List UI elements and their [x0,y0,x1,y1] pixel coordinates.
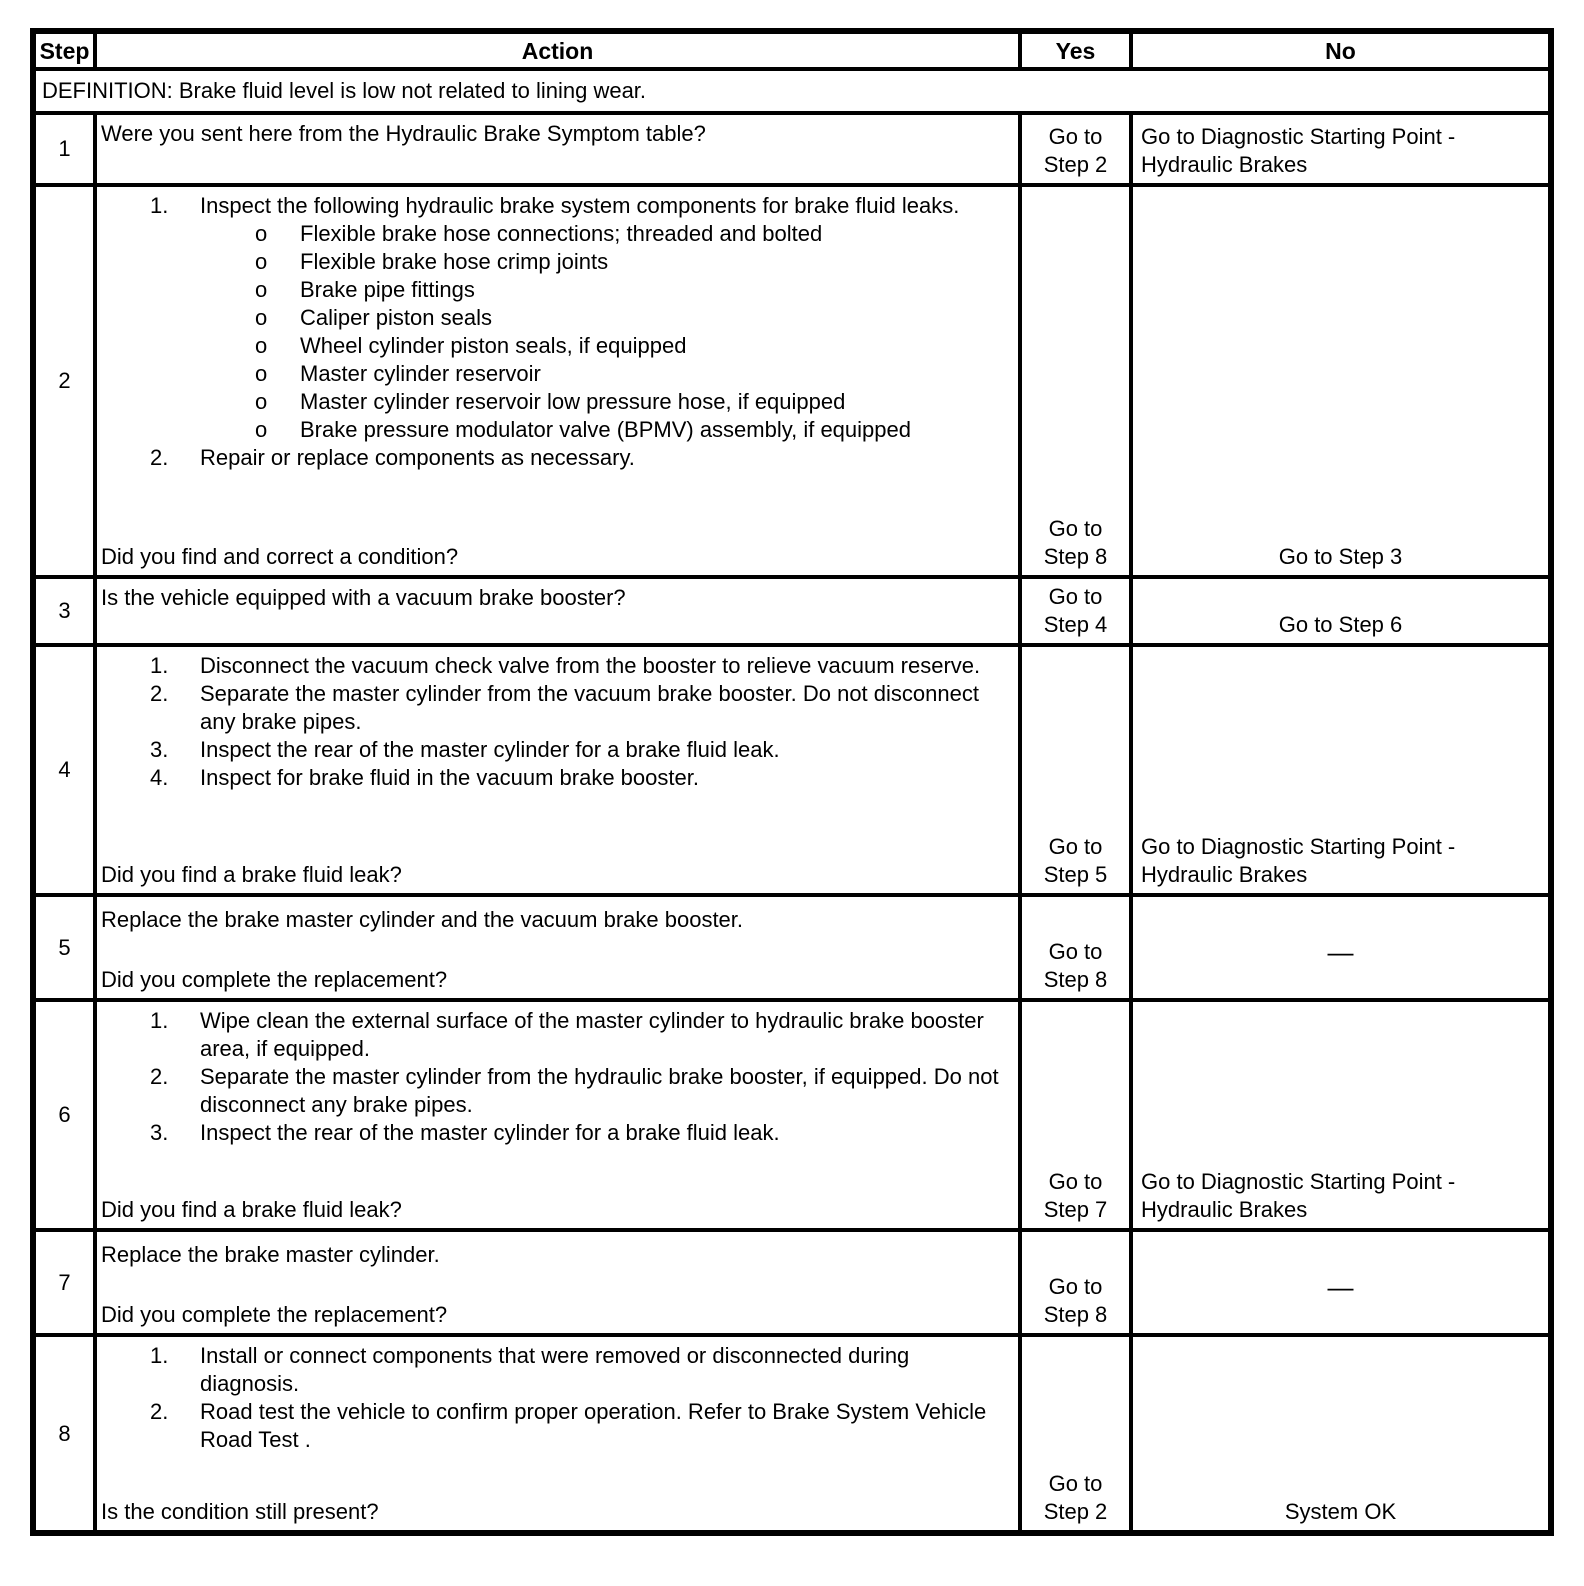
header-action: Action [95,31,1020,69]
action-cell [95,577,1020,645]
item-number: 1. [150,653,169,678]
diagnostic-table [30,28,1554,1536]
action-statement: Replace the brake master cylinder. [101,1242,440,1267]
bullet-text: Brake pressure modulator valve (BPMV) assembly, if equipped [300,417,911,442]
yes-cell [1020,1000,1131,1230]
numbered-item [101,1007,1010,1063]
step-cell: 6 [33,1000,95,1230]
yes-line: Go to [1048,1274,1103,1299]
no-dash: — [1327,1272,1354,1302]
no-cell [1131,113,1551,185]
bullet-marker: o [255,249,268,274]
yes-line: Go to [1048,124,1103,149]
bullet-marker: o [255,361,268,386]
no-dash: — [1327,937,1354,967]
no-text: Go to Step 6 [1278,612,1403,637]
action-cell [95,113,1020,185]
bullet-marker: o [255,389,268,414]
yes-line: Step 8 [1043,1302,1108,1327]
item-number: 3. [150,1120,169,1145]
bullet-text: Brake pipe fittings [300,277,475,302]
bullet-text: Wheel cylinder piston seals, if equipped [300,333,687,358]
numbered-item [101,1119,1010,1147]
item-text: Disconnect the vacuum check valve from the booster to relieve vacuum reserve. [200,653,981,678]
header-step: Step [33,31,95,69]
bullet-item [101,304,1010,332]
table-row [33,895,1551,1000]
action-question: Did you find a brake fluid leak? [101,862,402,887]
bullet-marker: o [255,417,268,442]
step-cell: 3 [33,577,95,645]
no-cell [1131,1000,1551,1230]
yes-line: Step 5 [1043,862,1108,887]
item-text: Wipe clean the external surface of the master cylinder to hydraulic brake booster area, if equipped. [200,1008,984,1061]
header-no: No [1131,31,1551,69]
step-cell: 7 [33,1230,95,1335]
bullet-item [101,248,1010,276]
yes-line: Step 8 [1043,544,1108,569]
item-number: 3. [150,737,169,762]
bullet-item [101,276,1010,304]
yes-line: Go to [1048,1169,1103,1194]
no-text: System OK [1284,1499,1397,1524]
action-question: Did you find a brake fluid leak? [101,1197,402,1222]
action-question: Were you sent here from the Hydraulic Brake Symptom table? [101,121,706,146]
step-cell: 4 [33,645,95,895]
yes-line: Go to [1048,939,1103,964]
no-cell [1131,577,1551,645]
yes-line: Step 2 [1043,152,1108,177]
item-number: 2. [150,445,169,470]
bullet-marker: o [255,277,268,302]
bullet-text: Master cylinder reservoir low pressure hose, if equipped [300,389,846,414]
action-cell [95,1335,1020,1533]
table-row [33,1000,1551,1230]
item-text: Separate the master cylinder from the vacuum brake booster. Do not disconnect any brake pipes. [200,681,979,734]
step-cell: 5 [33,895,95,1000]
action-question: Is the vehicle equipped with a vacuum brake booster? [101,585,626,610]
step-cell: 2 [33,185,95,577]
step-cell: 1 [33,113,95,185]
yes-line: Step 2 [1043,1499,1108,1524]
header-yes: Yes [1020,31,1131,69]
item-text: Inspect the following hydraulic brake system components for brake fluid leaks. [200,193,960,218]
table-row [33,577,1551,645]
definition-text: DEFINITION: Brake fluid level is low not related to lining wear. [33,69,1551,113]
definition-row [33,69,1551,113]
bullet-text: Flexible brake hose connections; threaded and bolted [300,221,823,246]
no-cell [1131,895,1551,1000]
bullet-item [101,220,1010,248]
no-text: Go to Diagnostic Starting Point - Hydraulic Brakes [1141,124,1456,177]
action-statement: Replace the brake master cylinder and the vacuum brake booster. [101,907,744,932]
action-question: Did you complete the replacement? [101,967,448,992]
no-cell [1131,645,1551,895]
numbered-item [101,444,1010,472]
item-text: Separate the master cylinder from the hydraulic brake booster, if equipped. Do not disconnect any brake pipes. [200,1064,999,1117]
item-text: Inspect the rear of the master cylinder for a brake fluid leak. [200,1120,780,1145]
no-text: Go to Diagnostic Starting Point - Hydraulic Brakes [1141,1169,1456,1222]
yes-line: Step 7 [1043,1197,1108,1222]
action-cell [95,1230,1020,1335]
numbered-item [101,192,1010,220]
item-text: Install or connect components that were removed or disconnected during diagnosis. [200,1343,910,1396]
yes-line: Step 8 [1043,967,1108,992]
no-text: Go to Diagnostic Starting Point - Hydraulic Brakes [1141,834,1456,887]
bullet-marker: o [255,333,268,358]
yes-line: Go to [1048,1471,1103,1496]
action-cell [95,895,1020,1000]
item-number: 1. [150,1343,169,1368]
yes-line: Go to [1048,834,1103,859]
item-text: Road test the vehicle to confirm proper operation. Refer to Brake System Vehicle Road Test . [200,1399,987,1452]
bullet-item [101,360,1010,388]
yes-cell [1020,895,1131,1000]
action-question: Did you complete the replacement? [101,1302,448,1327]
bullet-item [101,332,1010,360]
numbered-item [101,1342,1010,1398]
yes-cell [1020,1335,1131,1533]
yes-cell [1020,113,1131,185]
step-cell: 8 [33,1335,95,1533]
bullet-text: Flexible brake hose crimp joints [300,249,609,274]
item-text: Repair or replace components as necessary. [200,445,635,470]
header-row [33,31,1551,69]
action-cell [95,645,1020,895]
table-row [33,185,1551,577]
yes-line: Go to [1048,584,1103,609]
item-text: Inspect the rear of the master cylinder for a brake fluid leak. [200,737,780,762]
item-number: 2. [150,681,169,706]
numbered-item [101,1398,1010,1454]
item-number: 1. [150,193,169,218]
action-question: Is the condition still present? [101,1499,379,1524]
bullet-marker: o [255,221,268,246]
action-question: Did you find and correct a condition? [101,544,459,569]
numbered-item [101,652,1010,680]
bullet-text: Master cylinder reservoir [300,361,541,386]
action-cell [95,1000,1020,1230]
numbered-item [101,736,1010,764]
table-row [33,113,1551,185]
yes-cell [1020,645,1131,895]
item-number: 2. [150,1399,169,1424]
no-cell [1131,185,1551,577]
item-number: 2. [150,1064,169,1089]
table-row [33,1230,1551,1335]
numbered-item [101,680,1010,736]
no-cell [1131,1335,1551,1533]
no-text: Go to Step 3 [1278,544,1403,569]
yes-cell [1020,1230,1131,1335]
yes-cell [1020,185,1131,577]
bullet-item [101,388,1010,416]
yes-line: Step 4 [1043,612,1108,637]
table-row [33,645,1551,895]
item-number: 1. [150,1008,169,1033]
bullet-item [101,416,1010,444]
bullet-text: Caliper piston seals [300,305,492,330]
action-cell [95,185,1020,577]
table-row [33,1335,1551,1533]
manual-page [0,28,1584,1586]
yes-cell [1020,577,1131,645]
item-number: 4. [150,765,169,790]
yes-line: Go to [1048,516,1103,541]
numbered-item [101,764,1010,792]
numbered-item [101,1063,1010,1119]
bullet-marker: o [255,305,268,330]
item-text: Inspect for brake fluid in the vacuum brake booster. [200,765,699,790]
no-cell [1131,1230,1551,1335]
